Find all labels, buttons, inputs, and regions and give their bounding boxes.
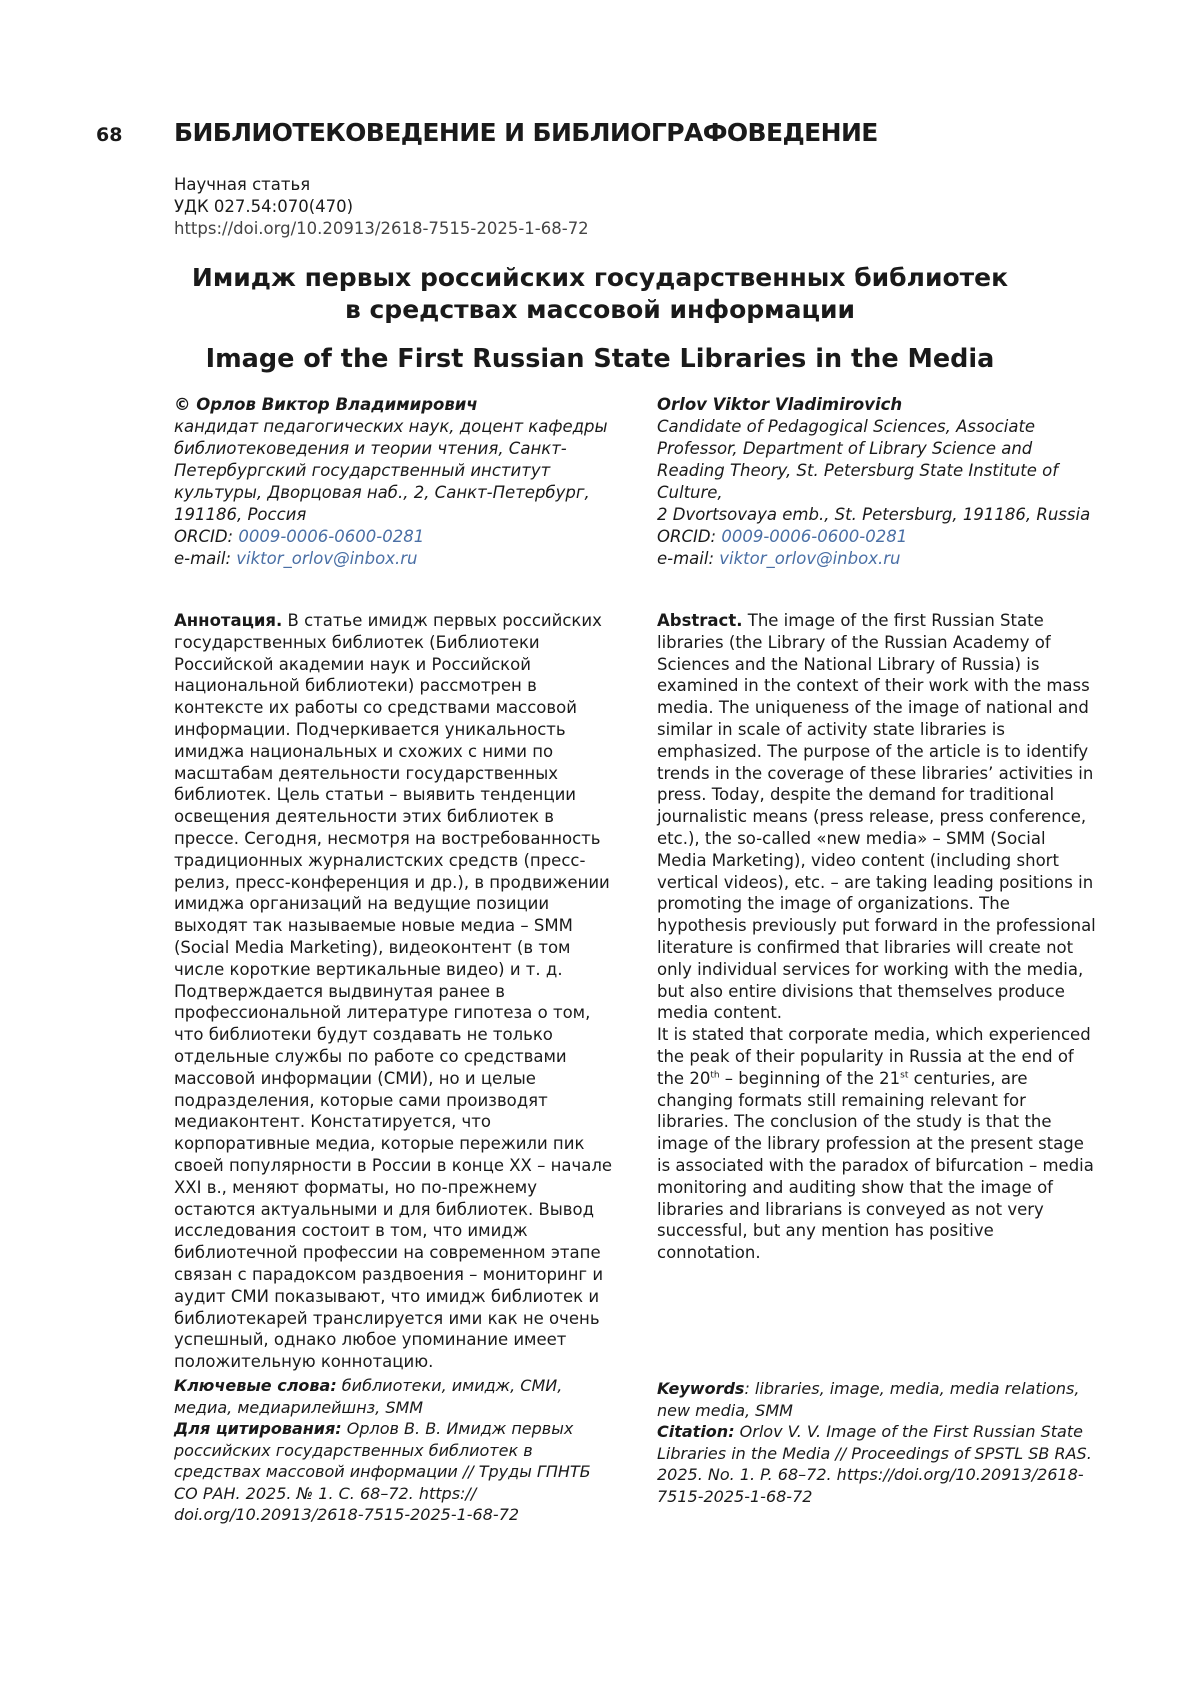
email-label: e-mail: [174,549,236,568]
udc-code: УДК 027.54:070(470) [174,196,589,218]
section-heading: БИБЛИОТЕКОВЕДЕНИЕ И БИБЛИОГРАФОВЕДЕНИЕ [174,118,878,147]
citation-label-en: Citation: [657,1422,735,1441]
citation-text-en: Orlov V. V. Image of the First Russian State Libraries in the Media // Proceedings of SPSTL SB RAS. 2025. No. 1. P. 68–72. https://doi.org/10.20913/2618-7515-2025-1-68-72 [657,1422,1092,1506]
page-number: 68 [96,124,122,146]
author-name-ru: © Орлов Виктор Владимирович [174,394,614,416]
author-name-en: Orlov Viktor Vladimirovich [657,394,1097,416]
email-row-ru [174,548,614,570]
email-link[interactable]: viktor_orlov@inbox.ru [719,549,900,568]
orcid-row-en [657,526,1097,548]
title-ru-line-2: в средствах массовой информации [0,294,1200,326]
keywords-text-en: libraries, image, media, media relations, new media, SMM [657,1379,1079,1420]
orcid-row-ru [174,526,614,548]
abstract-en [657,610,1097,1264]
keywords-text-ru: библиотеки, имидж, СМИ, медиа, медиарилейшнз, SMM [174,1376,562,1417]
author-block-ru [174,394,614,570]
citation-text-ru: Орлов В. В. Имидж первых российских государственных библиотек в средствах массовой информации // Труды ГПНТБ СО РАН. 2025. № 1. С. 68–72. https:// doi.org/10.20913/2618-7515-2025-1-68-72 [174,1419,591,1524]
abstract-p2-part1: It is stated that corporate media, which experienced the peak of their popularity in Russia at the end of the 20 [657,1025,1091,1088]
article-type: Научная статья [174,174,589,196]
citation-label-ru: Для цитирования: [174,1419,342,1438]
abstract-p2-part2: – beginning of the 21 [720,1069,901,1088]
superscript-st: st [900,1070,908,1080]
orcid-link[interactable]: 0009-0006-0600-0281 [721,527,907,546]
author-address-en: 2 Dvortsovaya emb., St. Petersburg, 191186, Russia [657,504,1097,526]
abstract-text-ru: В статье имидж первых российских государственных библиотек (Библиотеки Российской академии наук и Российской национальной библиотеки) рассмотрен в контексте их работы со средствами массовой информации. Подчеркивается уникальность имиджа национальных и схожих с ними по масштабам деятельности государственных библиотек. Цель статьи – выявить тенденции освещения деятельности этих библиотек в прессе. Сегодня, несмотря на востребованность традиционных журналистских средств (пресс-релиз, пресс-конференция и др.), в продвижении имиджа организаций на ведущие позиции выходят так называемые новые медиа – SMM (Social Media Marketing), видеоконтент (в том числе короткие вертикальные видео) и т. д. Подтверждается выдвинутая ранее в профессиональной литературе гипотеза о том, что библиотеки будут создавать не только отдельные службы по работе со средствами массовой информации (СМИ), но и целые подразделения, которые сами производят медиаконтент. Констатируется, что корпоративные медиа, которые пережили пик своей популярности в России в конце XX – начале XXI в., меняют форматы, но по-прежнему остаются актуальными и для библиотек. Вывод исследования состоит в том, что имидж библиотечной профессии на современном этапе связан с парадоксом раздвоения – мониторинг и аудит СМИ показывают, что имидж библиотек и библиотекарей транслируется ими как не очень успешный, однако любое упоминание имеет положительную коннотацию. [174,611,612,1371]
orcid-label: ORCID: [657,527,721,546]
orcid-link[interactable]: 0009-0006-0600-0281 [238,527,424,546]
abstract-label-ru: Аннотация. [174,611,282,630]
email-label: e-mail: [657,549,719,568]
author-affiliation-ru: кандидат педагогических наук, доцент кафедры библиотековедения и теории чтения, Санкт-Петербургский государственный институт культуры, Дворцовая наб., 2, Санкт-Петербург, 191186, Россия [174,416,614,526]
keywords-block-ru [174,1375,614,1526]
title-english: Image of the First Russian State Libraries in the Media [0,344,1200,374]
abstract-p2-part3: centuries, are changing formats still remaining relevant for libraries. The conclusion of the study is that the image of the library profession at the present stage is associated with the paradox of bifurcation – media monitoring and auditing show that the image of libraries and librarians is conveyed as not very successful, but any mention has positive connotation. [657,1069,1094,1262]
author-affiliation-en: Candidate of Pedagogical Sciences, Associate Professor, Department of Library Science and Reading Theory, St. Petersburg State Institute of Culture, [657,416,1097,504]
abstract-ru [174,610,614,1373]
superscript-th: th [710,1070,719,1080]
title-russian [0,262,1200,326]
orcid-label: ORCID: [174,527,238,546]
article-meta [174,174,589,240]
title-ru-line-1: Имидж первых российских государственных библиотек [0,262,1200,294]
email-link[interactable]: viktor_orlov@inbox.ru [236,549,417,568]
abstract-text-en-p1: The image of the first Russian State libraries (the Library of the Russian Academy of Sciences and the National Library of Russia) is examined in the context of their work with the mass media. The uniqueness of the image of national and similar in scale of activity state libraries is emphasized. The purpose of the article is to identify trends in the coverage of these libraries’ activities in press. Today, despite the demand for traditional journalistic means (press release, press conference, etc.), the so-called «new media» – SMM (Social Media Marketing), video content (including short vertical videos), etc. – are taking leading positions in promoting the image of organizations. The hypothesis previously put forward in the professional literature is confirmed that libraries will create not only individual services for working with the media, but also entire divisions that themselves produce media content. [657,611,1096,1022]
author-block-en [657,394,1097,570]
abstract-label-en: Abstract. [657,611,743,630]
email-row-en [657,548,1097,570]
keywords-colon-en: : [744,1379,749,1398]
doi-link[interactable]: https://doi.org/10.20913/2618-7515-2025-1-68-72 [174,218,589,240]
keywords-block-en [657,1378,1097,1507]
abstract-text-en-p2 [657,1024,1097,1264]
keywords-label-en: Keywords [657,1379,744,1398]
keywords-label-ru: Ключевые слова: [174,1376,337,1395]
